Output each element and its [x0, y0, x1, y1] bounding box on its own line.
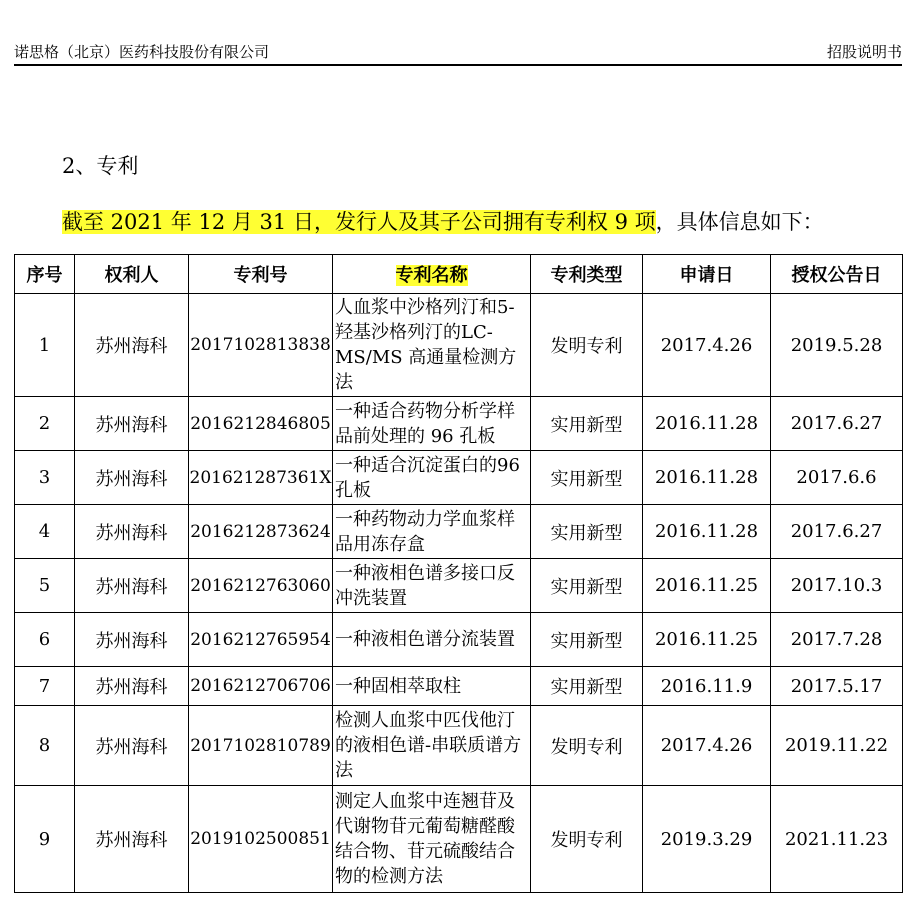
table-row: [15, 613, 903, 667]
section-heading: 2、专利: [62, 154, 139, 178]
cell-application-date: 2016.11.9: [643, 667, 771, 706]
cell-patent-number: 2016212873624: [189, 505, 333, 559]
cell-index: 5: [15, 559, 75, 613]
cell-patent-number: 2016212765954: [189, 613, 333, 667]
cell-owner: 苏州海科: [75, 397, 189, 451]
cell-patent-name: 一种液相色谱多接口反冲洗装置: [333, 559, 531, 613]
cell-owner: 苏州海科: [75, 613, 189, 667]
cell-application-date: 2016.11.28: [643, 505, 771, 559]
cell-patent-name: 一种适合沉淀蛋白的96 孔板: [333, 451, 531, 505]
cell-grant-date: 2021.11.23: [771, 786, 903, 893]
cell-index: 1: [15, 294, 75, 397]
cell-application-date: 2019.3.29: [643, 786, 771, 893]
cell-patent-type: 实用新型: [531, 397, 643, 451]
table-header-row: [15, 255, 903, 294]
company-name: 诺思格（北京）医药科技股份有限公司: [14, 43, 270, 61]
cell-application-date: 2016.11.25: [643, 559, 771, 613]
cell-owner: 苏州海科: [75, 505, 189, 559]
header-index: 序号: [15, 255, 75, 294]
header-patent-type: 专利类型: [531, 255, 643, 294]
table-row: [15, 786, 903, 893]
cell-application-date: 2016.11.28: [643, 397, 771, 451]
cell-patent-type: 实用新型: [531, 559, 643, 613]
cell-index: 4: [15, 505, 75, 559]
cell-grant-date: 2017.6.6: [771, 451, 903, 505]
cell-patent-name: 一种药物动力学血浆样品用冻存盒: [333, 505, 531, 559]
cell-index: 3: [15, 451, 75, 505]
intro-paragraph: [62, 206, 824, 236]
cell-patent-type: 发明专利: [531, 294, 643, 397]
cell-grant-date: 2017.7.28: [771, 613, 903, 667]
cell-owner: 苏州海科: [75, 706, 189, 786]
cell-owner: 苏州海科: [75, 667, 189, 706]
intro-highlighted-text: 截至 2021 年 12 月 31 日，发行人及其子公司拥有专利权 9 项: [62, 210, 656, 234]
cell-grant-date: 2019.5.28: [771, 294, 903, 397]
cell-patent-type: 实用新型: [531, 613, 643, 667]
header-patent-name: [333, 255, 531, 294]
cell-application-date: 2017.4.26: [643, 706, 771, 786]
header-patent-name-label: 专利名称: [395, 265, 468, 286]
table-row: [15, 667, 903, 706]
table-row: [15, 294, 903, 397]
patents-table: [14, 254, 903, 893]
cell-patent-name: 一种适合药物分析学样品前处理的 96 孔板: [333, 397, 531, 451]
intro-rest-text: ，具体信息如下：: [655, 210, 824, 234]
cell-patent-type: 实用新型: [531, 505, 643, 559]
cell-patent-number: 2016212763060: [189, 559, 333, 613]
table-row: [15, 397, 903, 451]
cell-index: 8: [15, 706, 75, 786]
cell-patent-type: 发明专利: [531, 786, 643, 893]
cell-application-date: 2017.4.26: [643, 294, 771, 397]
cell-patent-number: 2016212846805: [189, 397, 333, 451]
cell-patent-name: 人血浆中沙格列汀和5-羟基沙格列汀的LC-MS/MS 高通量检测方法: [333, 294, 531, 397]
cell-index: 9: [15, 786, 75, 893]
header-grant-date: 授权公告日: [771, 255, 903, 294]
cell-grant-date: 2017.5.17: [771, 667, 903, 706]
header-application-date: 申请日: [643, 255, 771, 294]
cell-patent-number: 2016212706706: [189, 667, 333, 706]
cell-index: 7: [15, 667, 75, 706]
cell-grant-date: 2017.6.27: [771, 397, 903, 451]
cell-patent-type: 实用新型: [531, 667, 643, 706]
cell-owner: 苏州海科: [75, 451, 189, 505]
cell-owner: 苏州海科: [75, 294, 189, 397]
header-owner: 权利人: [75, 255, 189, 294]
table-row: [15, 706, 903, 786]
cell-patent-number: 2017102813838: [189, 294, 333, 397]
cell-patent-number: 2017102810789: [189, 706, 333, 786]
cell-patent-name: 一种液相色谱分流装置: [333, 613, 531, 667]
cell-grant-date: 2019.11.22: [771, 706, 903, 786]
header-patent-number: 专利号: [189, 255, 333, 294]
cell-grant-date: 2017.10.3: [771, 559, 903, 613]
table-row: [15, 451, 903, 505]
cell-grant-date: 2017.6.27: [771, 505, 903, 559]
cell-patent-type: 发明专利: [531, 706, 643, 786]
cell-patent-name: 检测人血浆中匹伐他汀的液相色谱-串联质谱方法: [333, 706, 531, 786]
cell-patent-name: 一种固相萃取柱: [333, 667, 531, 706]
table-row: [15, 559, 903, 613]
cell-patent-number: 201621287361X: [189, 451, 333, 505]
document-title: 招股说明书: [826, 43, 902, 61]
cell-patent-name: 测定人血浆中连翘苷及代谢物苷元葡萄糖醛酸结合物、苷元硫酸结合物的检测方法: [333, 786, 531, 893]
cell-application-date: 2016.11.28: [643, 451, 771, 505]
cell-owner: 苏州海科: [75, 786, 189, 893]
cell-index: 6: [15, 613, 75, 667]
cell-index: 2: [15, 397, 75, 451]
cell-owner: 苏州海科: [75, 559, 189, 613]
cell-application-date: 2016.11.25: [643, 613, 771, 667]
cell-patent-number: 2019102500851: [189, 786, 333, 893]
table-row: [15, 505, 903, 559]
cell-patent-type: 实用新型: [531, 451, 643, 505]
page-header: [14, 38, 902, 66]
